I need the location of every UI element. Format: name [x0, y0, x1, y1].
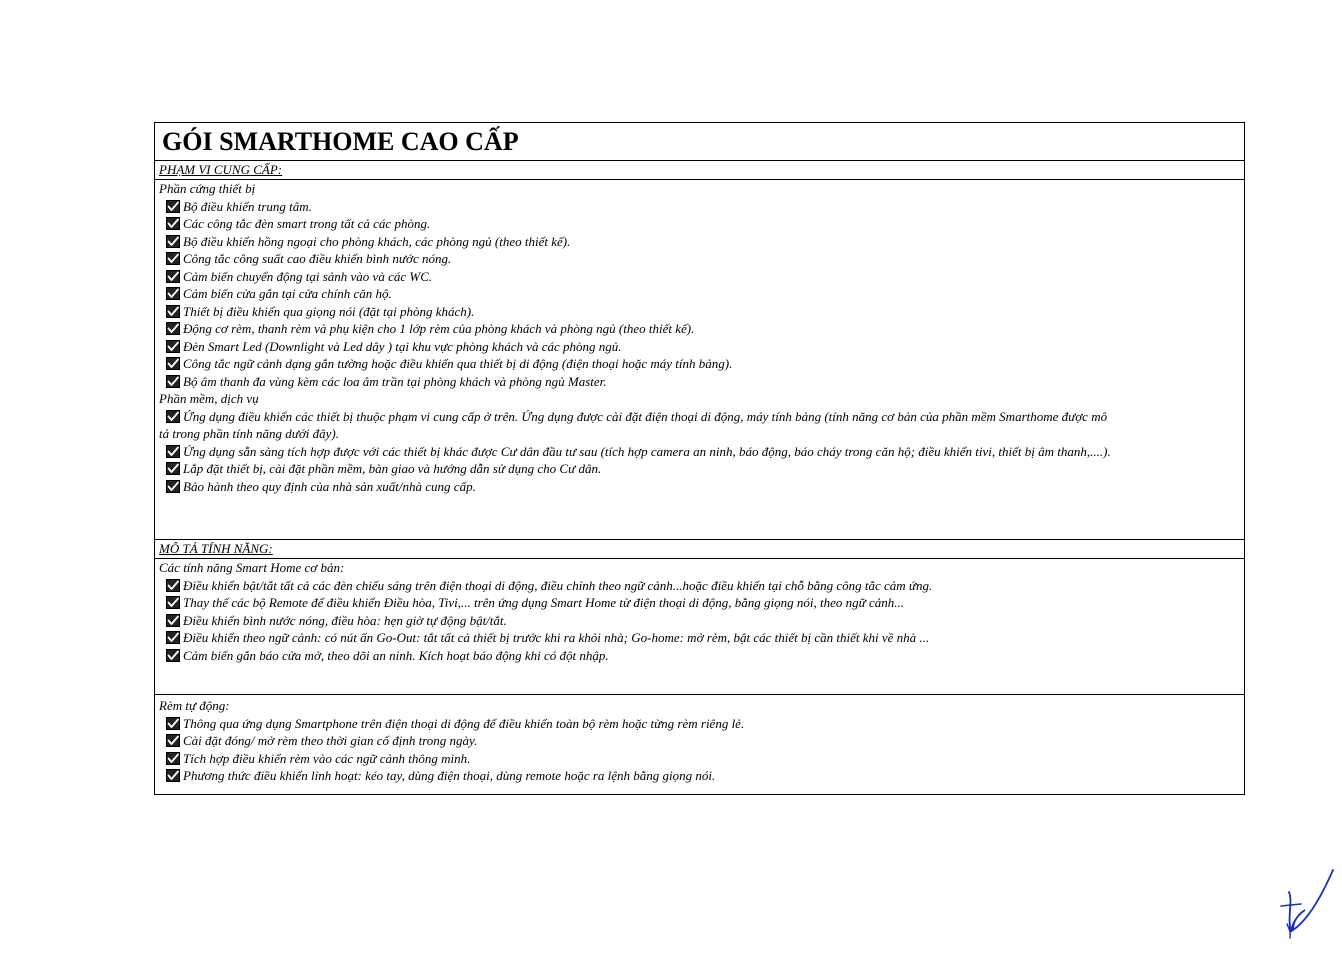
list-item [159, 320, 1244, 338]
list-item [159, 478, 1244, 496]
checked-box-icon [166, 649, 180, 662]
checked-box-icon [166, 270, 180, 283]
list-item [159, 715, 1244, 733]
curtain-list [159, 715, 1244, 785]
list-item-text: Cảm biến gắn báo cửa mở, theo dõi an ninh. Kích hoạt báo động khi có đột nhập. [183, 647, 609, 663]
checked-box-icon [166, 217, 180, 230]
list-item [159, 215, 1244, 233]
list-item-text: Bộ âm thanh đa vùng kèm các loa âm trần tại phòng khách và phòng ngủ Master. [183, 373, 607, 389]
list-item-text: Thay thế các bộ Remote để điều khiển Điều hòa, Tivi,... trên ứng dụng Smart Home từ điện thoại di động, bằng giọng nói, theo ngữ cảnh... [183, 595, 905, 610]
checked-box-icon [166, 322, 180, 335]
checked-box-icon [166, 357, 180, 370]
list-item [159, 612, 1244, 630]
list-item [159, 629, 1244, 647]
checked-box-icon [166, 287, 180, 300]
list-item [159, 732, 1244, 750]
checked-box-icon [166, 340, 180, 353]
software-label: Phần mềm, dịch vụ [159, 391, 259, 406]
checked-box-icon [166, 480, 180, 493]
list-item-text: Động cơ rèm, thanh rèm và phụ kiện cho 1 lớp rèm của phòng khách và phòng ngủ (theo thiết kế). [183, 321, 695, 336]
checked-box-icon [166, 200, 180, 213]
checked-box-icon [166, 596, 180, 609]
checked-box-icon [166, 734, 180, 747]
list-item [159, 767, 1244, 785]
checked-box-icon [166, 305, 180, 318]
list-item-text: Cài đặt đóng/ mở rèm theo thời gian cố định trong ngày. [183, 733, 478, 748]
checked-box-icon [166, 579, 180, 592]
hardware-list [159, 198, 1244, 391]
list-item-text: Phương thức điều khiển linh hoạt: kéo tay, dùng điện thoại, dùng remote hoặc ra lệnh bằng giọng nói. [183, 768, 716, 783]
list-item-text: Ứng dụng sẵn sàng tích hợp được với các thiết bị khác được Cư dân đầu tư sau (tích hợp camera an ninh, báo động, báo cháy trong căn hộ; điều khiển tivi, thiết bị âm thanh,....). [183, 443, 1111, 459]
checked-box-icon [166, 462, 180, 475]
curtain-label: Rèm tự động: [159, 698, 230, 713]
checked-box-icon [166, 614, 180, 627]
list-item-text: Đèn Smart Led (Downlight và Led dây ) tại khu vực phòng khách và các phòng ngủ. [183, 338, 622, 354]
list-item-continuation: tả trong phần tính năng dưới đây). [159, 426, 340, 441]
curtain-block [155, 697, 1244, 785]
document-frame [154, 122, 1245, 795]
checked-box-icon [166, 375, 180, 388]
list-item [159, 373, 1244, 391]
list-item [159, 303, 1244, 321]
features-block [155, 559, 1244, 664]
list-item [159, 338, 1244, 356]
list-item-text: Lắp đặt thiết bị, cài đặt phần mềm, bàn giao và hướng dẫn sử dụng cho Cư dân. [183, 461, 602, 476]
list-item-text: Điều khiển bật/tắt tất cả các đèn chiếu sáng trên điện thoại di động, điều chỉnh theo ngữ cảnh...hoặc điều khiển tại chỗ bằng công tắc cảm ứng. [183, 577, 933, 593]
list-item [159, 198, 1244, 216]
list-item [159, 577, 1244, 595]
list-item-text: Công tắc ngữ cảnh dạng gắn tường hoặc điều khiển qua thiết bị di động (điện thoại hoặc máy tính bảng). [183, 356, 733, 371]
scope-block [155, 180, 1244, 495]
list-item-text: Cảm biến cửa gắn tại cửa chính căn hộ. [183, 286, 392, 301]
checked-box-icon [166, 717, 180, 730]
list-item [159, 250, 1244, 268]
list-item [159, 408, 1244, 426]
list-item-text: Bộ điều khiển trung tâm. [183, 198, 312, 214]
page-title: GÓI SMARTHOME CAO CẤP [155, 123, 1244, 161]
checked-box-icon [166, 445, 180, 458]
section-heading-features: MÔ TẢ TÍNH NĂNG: [155, 540, 1244, 559]
list-item-text: Ứng dụng điều khiển các thiết bị thuộc phạm vi cung cấp ở trên. Ứng dụng được cài đặt điện thoại di động, máy tính bảng (tính năng cơ bản của phần mềm Smarthome được mô [183, 408, 1108, 424]
list-item [159, 355, 1244, 373]
checked-box-icon [166, 752, 180, 765]
section-heading-scope: PHẠM VI CUNG CẤP: [155, 161, 1244, 180]
checked-box-icon [166, 252, 180, 265]
checked-box-icon [166, 769, 180, 782]
list-item [159, 594, 1244, 612]
list-item [159, 268, 1244, 286]
list-item [159, 443, 1244, 461]
list-item-text: Tích hợp điều khiển rèm vào các ngữ cảnh thông minh. [183, 750, 471, 766]
list-item [159, 460, 1244, 478]
list-item [159, 285, 1244, 303]
list-item-text: Bảo hành theo quy định của nhà sản xuất/nhà cung cấp. [183, 478, 476, 494]
list-item-text: Thiết bị điều khiển qua giọng nói (đặt tại phòng khách). [183, 303, 475, 319]
list-item-text: Điều khiển bình nước nóng, điều hòa: hẹn giờ tự động bật/tắt. [183, 612, 507, 628]
checked-box-icon [166, 631, 180, 644]
list-item-text: Điều khiển theo ngữ cảnh: có nút ấn Go-Out: tắt tất cả thiết bị trước khi ra khỏi nhà; Go-home: mở rèm, bật các thiết bị cần thiết khi về nhà ... [183, 630, 930, 645]
checked-box-icon [166, 410, 180, 423]
checked-box-icon [166, 235, 180, 248]
signature-mark [1275, 862, 1337, 942]
list-item-text: Thông qua ứng dụng Smartphone trên điện thoại di động để điều khiển toàn bộ rèm hoặc từng rèm riêng lẻ. [183, 715, 745, 731]
hardware-label: Phần cứng thiết bị [159, 181, 256, 196]
list-item [159, 750, 1244, 768]
list-item [159, 233, 1244, 251]
list-item [159, 647, 1244, 665]
list-item-text: Công tắc công suất cao điều khiển bình nước nóng. [183, 251, 452, 266]
basic-features-list [159, 577, 1244, 665]
section-divider [155, 694, 1244, 695]
list-item-text: Các công tắc đèn smart trong tất cả các phòng. [183, 216, 431, 231]
list-item-text: Cảm biến chuyển động tại sảnh vào và các WC. [183, 268, 433, 284]
list-item-text: Bộ điều khiển hồng ngoại cho phòng khách, các phòng ngủ (theo thiết kế). [183, 233, 571, 249]
basic-features-label: Các tính năng Smart Home cơ bản: [159, 560, 345, 575]
